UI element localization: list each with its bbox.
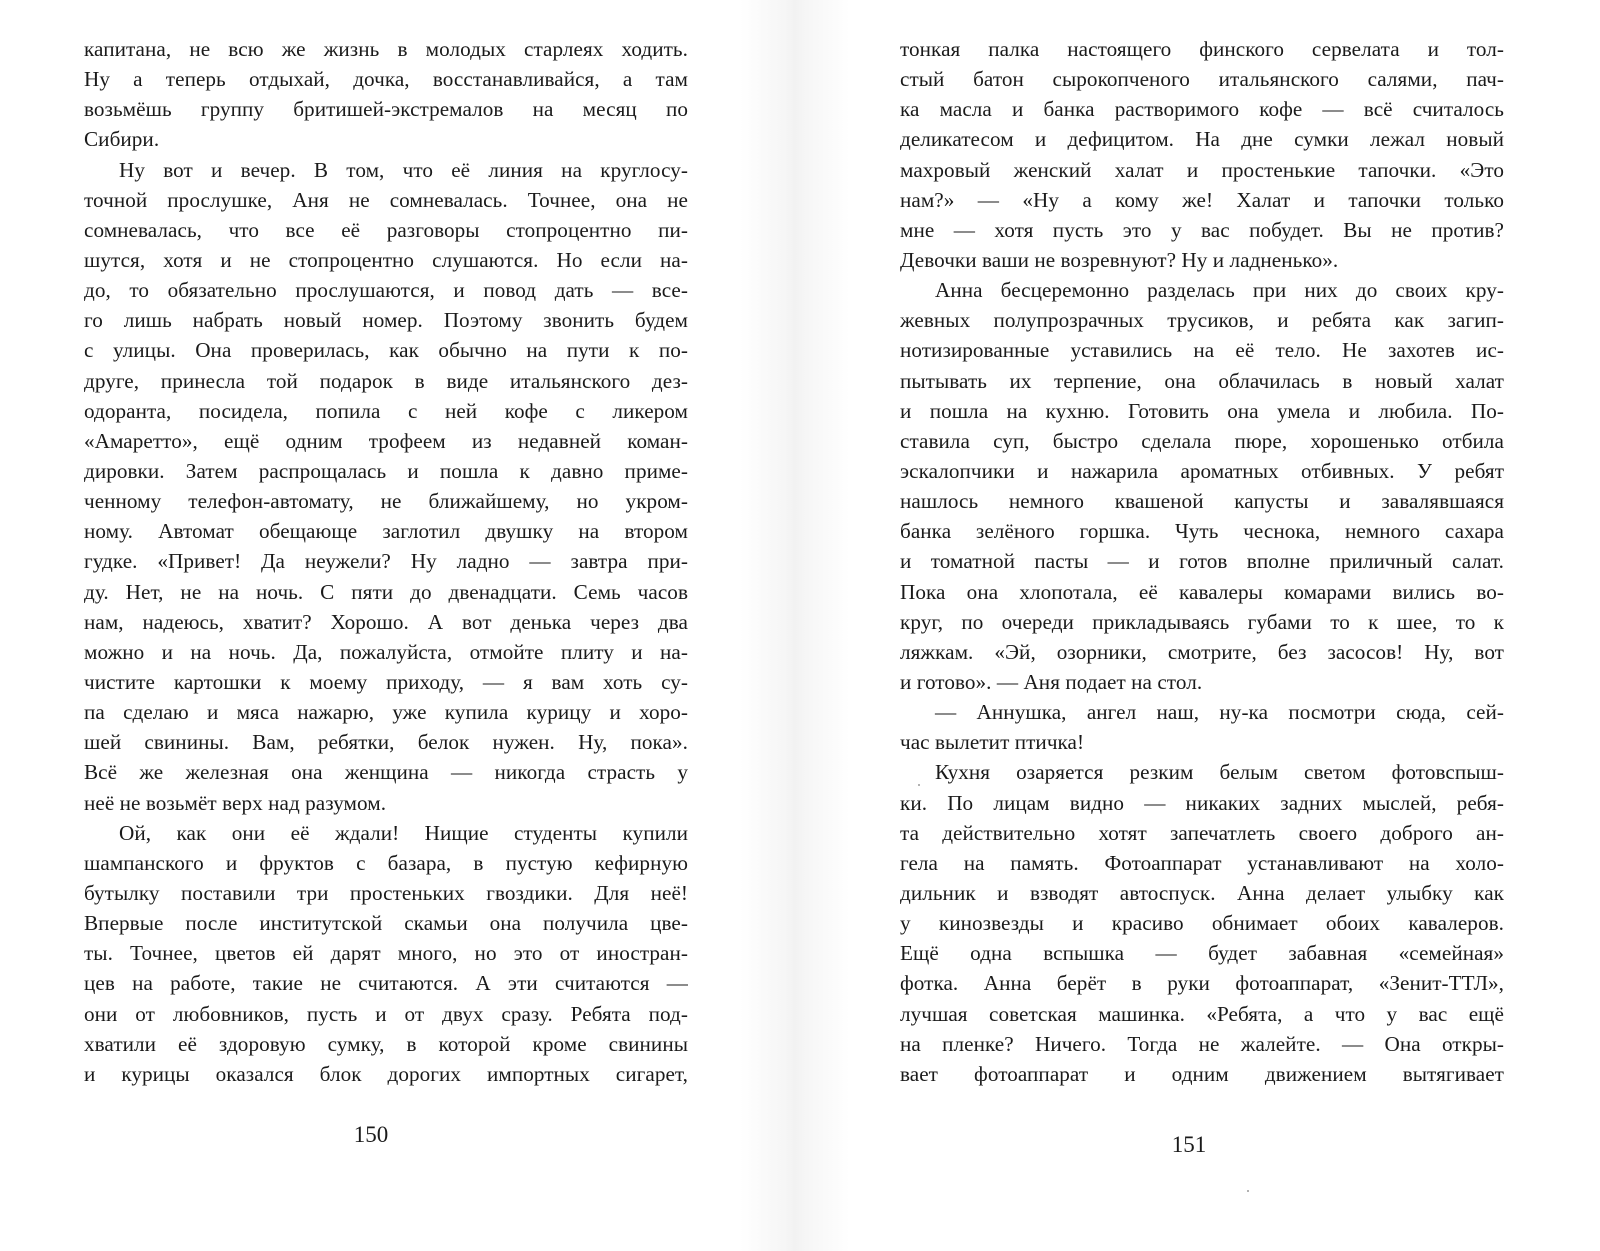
text-line: вает фотоаппарат и одним движением вытягивает bbox=[900, 1061, 1504, 1086]
text-line: эскалопчики и нажарила ароматных отбивных. У ребят bbox=[900, 458, 1504, 483]
text-line: они от любовников, пусть и от двух сразу. Ребята под- bbox=[84, 1001, 688, 1026]
text-line: ты. Точнее, цветов ей дарят много, но это от иностран- bbox=[84, 941, 688, 966]
text-line: Ну а теперь отдыхай, дочка, восстанавливайся, а там bbox=[84, 67, 688, 92]
text-line: Девочки ваши не возревнуют? Ну и ладненько». bbox=[900, 247, 1339, 272]
text-line: «Амаретто», ещё одним трофеем из недавней коман- bbox=[84, 428, 688, 453]
text-line: можно и на ночь. Да, пожалуйста, отмойте плиту и на- bbox=[84, 639, 688, 664]
text-line: и пошла на кухню. Готовить она умела и любила. По- bbox=[900, 398, 1504, 423]
text-line: хватили её здоровую сумку, в которой кроме свинины bbox=[84, 1031, 688, 1056]
left-page-text bbox=[84, 34, 688, 1089]
text-line: капитана, не всю же жизнь в молодых старлеях ходить. bbox=[84, 37, 688, 61]
text-line: нашлось немного квашеной капусты и завалявшаяся bbox=[900, 489, 1504, 514]
right-page-number: 151 bbox=[1171, 1132, 1207, 1157]
text-line: цев на работе, такие не считаются. А эти считаются — bbox=[84, 971, 688, 996]
scan-speck bbox=[918, 784, 920, 786]
text-line: ду. Нет, не на ночь. С пяти до двенадцати. Семь часов bbox=[84, 579, 688, 604]
text-line: Пока она хлопотала, её кавалеры комарами вились во- bbox=[900, 579, 1504, 604]
text-line: банка зелёного горшка. Чуть чеснока, немного сахара bbox=[900, 519, 1504, 544]
text-line: до, то обязательно прослушаются, и повод дать — все- bbox=[84, 278, 688, 303]
text-line: одоранта, посидела, попила с ней кофе с ликером bbox=[84, 398, 688, 423]
text-line: тонкая палка настоящего финского сервелата и тол- bbox=[900, 37, 1504, 61]
text-line: и готово». — Аня подает на стол. bbox=[900, 669, 1203, 694]
text-line: ка масла и банка растворимого кофе — всё считалось bbox=[900, 97, 1504, 122]
text-line: чистите картошки к моему приходу, — я вам хоть су- bbox=[84, 669, 688, 694]
text-line: нам, надеюсь, хватит? Хорошо. А вот денька через два bbox=[84, 609, 688, 634]
text-line: дильник и взводят автоспуск. Анна делает улыбку как bbox=[900, 880, 1504, 905]
text-line: точной прослушке, Аня не сомневалась. Точнее, она не bbox=[84, 187, 688, 212]
text-line: пытывать их терпение, она облачилась в новый халат bbox=[900, 368, 1504, 393]
text-line: лучшая советская машинка. «Ребята, а что у вас ещё bbox=[900, 1001, 1504, 1026]
text-line: фотка. Анна берёт в руки фотоаппарат, «Зенит-ТТЛ», bbox=[900, 971, 1504, 996]
text-line: дировки. Затем распрощалась и пошла к давно приме- bbox=[84, 458, 688, 483]
text-line: Всё же железная она женщина — никогда страсть у bbox=[84, 760, 688, 785]
right-page-text bbox=[900, 34, 1504, 1089]
text-line: шей свинины. Вам, ребятки, белок нужен. Ну, пока». bbox=[84, 730, 688, 755]
text-line: деликатесом и дефицитом. На дне сумки лежал новый bbox=[900, 127, 1504, 152]
text-line: па сделаю и мяса нажарю, уже купила курицу и хоро- bbox=[84, 700, 688, 725]
book-gutter bbox=[740, 0, 850, 1251]
text-line: гудке. «Привет! Да неужели? Ну ладно — завтра при- bbox=[84, 549, 688, 574]
text-line: круг, по очереди прикладываясь губами то к шее, то к bbox=[900, 609, 1504, 634]
text-line: на пленке? Ничего. Тогда не жалейте. — Она откры- bbox=[900, 1031, 1504, 1056]
text-line: друге, принесла той подарок в виде итальянского дез- bbox=[84, 368, 688, 393]
text-line: гела на память. Фотоаппарат устанавливают на холо- bbox=[900, 850, 1504, 875]
text-line: жевных полупрозрачных трусиков, и ребята как загип- bbox=[900, 308, 1504, 333]
text-line: Анна бесцеремонно разделась при них до своих кру- bbox=[935, 278, 1504, 303]
text-line: час вылетит птичка! bbox=[900, 730, 1085, 755]
text-line: ному. Автомат обещающе заглотил двушку на втором bbox=[84, 519, 688, 544]
text-line: шампанского и фруктов с базара, в пустую кефирную bbox=[84, 850, 688, 875]
text-line: ки. По лицам видно — никаких задних мыслей, ребя- bbox=[900, 790, 1504, 815]
scan-speck bbox=[1247, 1190, 1249, 1192]
left-page bbox=[84, 34, 688, 1089]
text-line: неё не возьмёт верх над разумом. bbox=[84, 790, 387, 815]
text-line: и томатной пасты — и готов вполне приличный салат. bbox=[900, 549, 1504, 574]
text-line: у кинозвезды и красиво обнимает обоих кавалеров. bbox=[900, 911, 1504, 936]
text-line: махровый женский халат и простенькие тапочки. «Это bbox=[900, 157, 1504, 182]
text-line: Кухня озаряется резким белым светом фотовспыш- bbox=[935, 760, 1504, 785]
text-line: Ой, как они её ждали! Нищие студенты купили bbox=[119, 820, 688, 845]
text-line: Ещё одна вспышка — будет забавная «семейная» bbox=[900, 941, 1504, 966]
text-line: нам?» — «Ну а кому же! Халат и тапочки только bbox=[900, 187, 1504, 212]
text-line: нотизированные уставились на её тело. Не захотев ис- bbox=[900, 338, 1504, 363]
text-line: бутылку поставили три простеньких гвоздики. Для неё! bbox=[84, 880, 688, 905]
text-line: Ну вот и вечер. В том, что её линия на круглосу- bbox=[119, 157, 688, 182]
text-line: и курицы оказался блок дорогих импортных сигарет, bbox=[84, 1061, 688, 1086]
text-line: Впервые после институтской скамьи она получила цве- bbox=[84, 911, 688, 936]
left-page-number: 150 bbox=[353, 1122, 389, 1147]
text-line: стый батон сырокопченого итальянского салями, пач- bbox=[900, 67, 1504, 92]
text-line: го лишь набрать новый номер. Поэтому звонить будем bbox=[84, 308, 688, 333]
text-line: возьмёшь группу бритишей-экстремалов на месяц по bbox=[84, 97, 688, 122]
text-line: ставила суп, быстро сделала пюре, хорошенько отбила bbox=[900, 428, 1504, 453]
text-line: сомневалась, что все её разговоры стопроцентно пи- bbox=[84, 217, 688, 242]
text-line: ченному телефон-автомату, не ближайшему, но укром- bbox=[84, 489, 688, 514]
text-line: ляжкам. «Эй, озорники, смотрите, без засосов! Ну, вот bbox=[900, 639, 1504, 664]
right-page bbox=[900, 34, 1504, 1089]
text-line: — Аннушка, ангел наш, ну-ка посмотри сюда, сей- bbox=[935, 700, 1504, 725]
text-line: шутся, хотя и не стопроцентно слушаются. Но если на- bbox=[84, 247, 688, 272]
text-line: с улицы. Она проверилась, как обычно на пути к по- bbox=[84, 338, 688, 363]
text-line: Сибири. bbox=[84, 127, 160, 152]
text-line: мне — хотя пусть это у вас побудет. Вы не против? bbox=[900, 217, 1504, 242]
text-line: та действительно хотят запечатлеть своего доброго ан- bbox=[900, 820, 1504, 845]
